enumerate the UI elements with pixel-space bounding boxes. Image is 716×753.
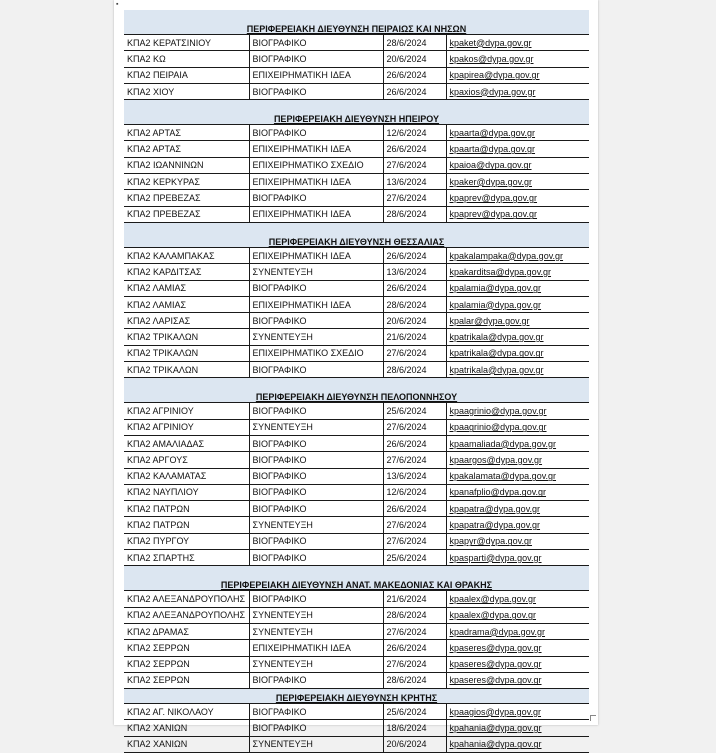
office-cell: ΚΠΑ2 ΑΓ. ΝΙΚΟΛΑΟΥ — [124, 704, 249, 720]
email-cell[interactable]: kpapatra@dypa.gov.gr — [446, 501, 589, 517]
table-row — [124, 67, 589, 83]
activity-cell: ΣΥΝΕΝΤΕΥΞΗ — [249, 517, 383, 533]
office-cell: ΚΠΑ2 ΚΑΛΑΜΠΑΚΑΣ — [124, 247, 249, 263]
date-cell: 27/6/2024 — [383, 157, 446, 173]
date-cell: 12/6/2024 — [383, 125, 446, 141]
office-cell: ΚΠΑ2 ΑΓΡΙΝΙΟΥ — [124, 403, 249, 419]
email-cell[interactable]: kpaarta@dypa.gov.gr — [446, 125, 589, 141]
activity-cell: ΒΙΟΓΡΑΦΙΚΟ — [249, 35, 383, 51]
table-row — [124, 141, 589, 157]
email-cell[interactable]: kpanafplio@dypa.gov.gr — [446, 484, 589, 500]
office-cell: ΚΠΑ2 ΝΑΥΠΛΙΟΥ — [124, 484, 249, 500]
date-cell: 27/6/2024 — [383, 517, 446, 533]
email-cell[interactable]: kpaioa@dypa.gov.gr — [446, 157, 589, 173]
date-cell: 28/6/2024 — [383, 672, 446, 688]
email-cell[interactable]: kpakalampaka@dypa.gov.gr — [446, 247, 589, 263]
date-cell: 26/6/2024 — [383, 435, 446, 451]
table-row — [124, 329, 589, 345]
table-row — [124, 640, 589, 656]
office-cell: ΚΠΑ2 ΣΠΑΡΤΗΣ — [124, 550, 249, 566]
email-cell[interactable]: kpaamaliada@dypa.gov.gr — [446, 435, 589, 451]
office-cell: ΚΠΑ2 ΑΛΕΞΑΝΔΡΟΥΠΟΛΗΣ — [124, 607, 249, 623]
table-row — [124, 403, 589, 419]
date-cell: 27/6/2024 — [383, 656, 446, 672]
activity-cell: ΒΙΟΓΡΑΦΙΚΟ — [249, 501, 383, 517]
section-header-row — [124, 689, 589, 704]
activity-cell: ΒΙΟΓΡΑΦΙΚΟ — [249, 280, 383, 296]
activity-cell: ΕΠΙΧΕΙΡΗΜΑΤΙΚΗ ΙΔΕΑ — [249, 206, 383, 222]
email-cell[interactable]: kpaxios@dypa.gov.gr — [446, 83, 589, 99]
activity-cell: ΒΙΟΓΡΑΦΙΚΟ — [249, 435, 383, 451]
table-row — [124, 591, 589, 607]
email-cell[interactable]: kpakarditsa@dypa.gov.gr — [446, 264, 589, 280]
table-row — [124, 704, 589, 720]
date-cell: 25/6/2024 — [383, 704, 446, 720]
table-row — [124, 720, 589, 736]
section-header-row — [124, 10, 589, 35]
date-cell: 28/6/2024 — [383, 296, 446, 312]
section-header-row — [124, 100, 589, 125]
date-cell: 28/6/2024 — [383, 206, 446, 222]
email-cell[interactable]: kpaseres@dypa.gov.gr — [446, 656, 589, 672]
office-cell: ΚΠΑ2 ΑΡΤΑΣ — [124, 125, 249, 141]
table-row — [124, 190, 589, 206]
table-row — [124, 174, 589, 190]
activity-cell: ΕΠΙΧΕΙΡΗΜΑΤΙΚΗ ΙΔΕΑ — [249, 67, 383, 83]
email-cell[interactable]: kpapyr@dypa.gov.gr — [446, 533, 589, 549]
section-title: ΠΕΡΙΦΕΡΕΙΑΚΗ ΔΙΕΥΘΥΝΣΗ ΗΠΕΙΡΟΥ — [124, 100, 589, 125]
email-cell[interactable]: kpalar@dypa.gov.gr — [446, 313, 589, 329]
email-cell[interactable]: kpatrikala@dypa.gov.gr — [446, 329, 589, 345]
table-row — [124, 247, 589, 263]
email-cell[interactable]: kpaket@dypa.gov.gr — [446, 35, 589, 51]
date-cell: 28/6/2024 — [383, 607, 446, 623]
email-cell[interactable]: kpapatra@dypa.gov.gr — [446, 517, 589, 533]
date-cell: 26/6/2024 — [383, 501, 446, 517]
date-cell: 26/6/2024 — [383, 280, 446, 296]
email-cell[interactable]: kpaseres@dypa.gov.gr — [446, 672, 589, 688]
date-cell: 28/6/2024 — [383, 35, 446, 51]
office-cell: ΚΠΑ2 ΤΡΙΚΑΛΩΝ — [124, 362, 249, 378]
section-header-row — [124, 566, 589, 591]
table-row — [124, 296, 589, 312]
email-cell[interactable]: kpaalex@dypa.gov.gr — [446, 607, 589, 623]
date-cell: 26/6/2024 — [383, 247, 446, 263]
activity-cell: ΒΙΟΓΡΑΦΙΚΟ — [249, 672, 383, 688]
email-cell[interactable]: kpasparti@dypa.gov.gr — [446, 550, 589, 566]
activity-cell: ΒΙΟΓΡΑΦΙΚΟ — [249, 533, 383, 549]
table-row — [124, 550, 589, 566]
date-cell: 20/6/2024 — [383, 736, 446, 752]
office-cell: ΚΠΑ2 ΑΓΡΙΝΙΟΥ — [124, 419, 249, 435]
date-cell: 13/6/2024 — [383, 264, 446, 280]
date-cell: 27/6/2024 — [383, 190, 446, 206]
date-cell: 25/6/2024 — [383, 403, 446, 419]
date-cell: 26/6/2024 — [383, 141, 446, 157]
activity-cell: ΒΙΟΓΡΑΦΙΚΟ — [249, 550, 383, 566]
email-cell[interactable]: kpakalamata@dypa.gov.gr — [446, 468, 589, 484]
activity-cell: ΣΥΝΕΝΤΕΥΞΗ — [249, 264, 383, 280]
section-title: ΠΕΡΙΦΕΡΕΙΑΚΗ ΔΙΕΥΘΥΝΣΗ ΑΝΑΤ. ΜΑΚΕΔΟΝΙΑΣ ΚΑΙ ΘΡΑΚΗΣ — [124, 566, 589, 591]
table-row — [124, 533, 589, 549]
office-cell: ΚΠΑ2 ΤΡΙΚΑΛΩΝ — [124, 329, 249, 345]
date-cell: 21/6/2024 — [383, 329, 446, 345]
activity-cell: ΕΠΙΧΕΙΡΗΜΑΤΙΚΗ ΙΔΕΑ — [249, 141, 383, 157]
date-cell: 27/6/2024 — [383, 533, 446, 549]
activity-cell: ΒΙΟΓΡΑΦΙΚΟ — [249, 51, 383, 67]
table-row — [124, 419, 589, 435]
office-cell: ΚΠΑ2 ΠΑΤΡΩΝ — [124, 501, 249, 517]
table-row — [124, 206, 589, 222]
table-row — [124, 83, 589, 99]
date-cell: 27/6/2024 — [383, 419, 446, 435]
activity-cell: ΕΠΙΧΕΙΡΗΜΑΤΙΚΟ ΣΧΕΔΙΟ — [249, 157, 383, 173]
table-row — [124, 362, 589, 378]
table-row — [124, 501, 589, 517]
email-cell[interactable]: kpaprev@dypa.gov.gr — [446, 190, 589, 206]
activity-cell: ΒΙΟΓΡΑΦΙΚΟ — [249, 704, 383, 720]
office-cell: ΚΠΑ2 ΛΑΜΙΑΣ — [124, 296, 249, 312]
table-row — [124, 264, 589, 280]
office-cell: ΚΠΑ2 ΛΑΡΙΣΑΣ — [124, 313, 249, 329]
activity-cell: ΒΙΟΓΡΑΦΙΚΟ — [249, 720, 383, 736]
office-cell: ΚΠΑ2 ΚΕΡΑΤΣΙΝΙΟΥ — [124, 35, 249, 51]
office-cell: ΚΠΑ2 ΣΕΡΡΩΝ — [124, 640, 249, 656]
date-cell: 25/6/2024 — [383, 550, 446, 566]
date-cell: 27/6/2024 — [383, 623, 446, 639]
office-cell: ΚΠΑ2 ΚΩ — [124, 51, 249, 67]
office-cell: ΚΠΑ2 ΛΑΜΙΑΣ — [124, 280, 249, 296]
table-row — [124, 313, 589, 329]
email-cell[interactable]: kpaarta@dypa.gov.gr — [446, 141, 589, 157]
email-cell[interactable]: kpadrama@dypa.gov.gr — [446, 623, 589, 639]
table-row — [124, 452, 589, 468]
office-cell: ΚΠΑ2 ΑΡΓΟΥΣ — [124, 452, 249, 468]
table-row — [124, 345, 589, 361]
offices-table — [124, 10, 589, 753]
activity-cell: ΕΠΙΧΕΙΡΗΜΑΤΙΚΗ ΙΔΕΑ — [249, 640, 383, 656]
document-page — [114, 0, 598, 750]
activity-cell: ΣΥΝΕΝΤΕΥΞΗ — [249, 607, 383, 623]
activity-cell: ΒΙΟΓΡΑΦΙΚΟ — [249, 403, 383, 419]
activity-cell: ΕΠΙΧΕΙΡΗΜΑΤΙΚΗ ΙΔΕΑ — [249, 174, 383, 190]
activity-cell: ΣΥΝΕΝΤΕΥΞΗ — [249, 329, 383, 345]
activity-cell: ΒΙΟΓΡΑΦΙΚΟ — [249, 591, 383, 607]
office-cell: ΚΠΑ2 ΑΜΑΛΙΑΔΑΣ — [124, 435, 249, 451]
office-cell: ΚΠΑ2 ΠΑΤΡΩΝ — [124, 517, 249, 533]
office-cell: ΚΠΑ2 ΠΡΕΒΕΖΑΣ — [124, 206, 249, 222]
activity-cell: ΒΙΟΓΡΑΦΙΚΟ — [249, 484, 383, 500]
table-row — [124, 656, 589, 672]
section-title: ΠΕΡΙΦΕΡΕΙΑΚΗ ΔΙΕΥΘΥΝΣΗ ΠΕΛΟΠΟΝΝΗΣΟΥ — [124, 378, 589, 403]
email-cell[interactable]: kpahania@dypa.gov.gr — [446, 720, 589, 736]
activity-cell: ΒΙΟΓΡΑΦΙΚΟ — [249, 190, 383, 206]
email-cell[interactable]: kpaagrinio@dypa.gov.gr — [446, 419, 589, 435]
date-cell: 12/6/2024 — [383, 484, 446, 500]
email-cell[interactable]: kpaker@dypa.gov.gr — [446, 174, 589, 190]
date-cell: 18/6/2024 — [383, 720, 446, 736]
date-cell: 26/6/2024 — [383, 83, 446, 99]
email-cell[interactable]: kpaagrinio@dypa.gov.gr — [446, 403, 589, 419]
office-cell: ΚΠΑ2 ΑΛΕΞΑΝΔΡΟΥΠΟΛΗΣ — [124, 591, 249, 607]
page-corner-mark-bottom — [590, 715, 596, 721]
email-cell[interactable]: kpatrikala@dypa.gov.gr — [446, 345, 589, 361]
table-row — [124, 484, 589, 500]
office-cell: ΚΠΑ2 ΠΡΕΒΕΖΑΣ — [124, 190, 249, 206]
table-row — [124, 435, 589, 451]
activity-cell: ΣΥΝΕΝΤΕΥΞΗ — [249, 656, 383, 672]
page-corner-mark: ▪ — [116, 1, 119, 8]
email-cell[interactable]: kpahania@dypa.gov.gr — [446, 736, 589, 752]
table-row — [124, 672, 589, 688]
date-cell: 21/6/2024 — [383, 591, 446, 607]
email-cell[interactable]: kpaprev@dypa.gov.gr — [446, 206, 589, 222]
section-title: ΠΕΡΙΦΕΡΕΙΑΚΗ ΔΙΕΥΘΥΝΣΗ ΘΕΣΣΑΛΙΑΣ — [124, 222, 589, 247]
email-cell[interactable]: kpakos@dypa.gov.gr — [446, 51, 589, 67]
table-row — [124, 607, 589, 623]
activity-cell: ΒΙΟΓΡΑΦΙΚΟ — [249, 125, 383, 141]
date-cell: 27/6/2024 — [383, 452, 446, 468]
activity-cell: ΒΙΟΓΡΑΦΙΚΟ — [249, 313, 383, 329]
date-cell: 27/6/2024 — [383, 345, 446, 361]
section-title: ΠΕΡΙΦΕΡΕΙΑΚΗ ΔΙΕΥΘΥΝΣΗ ΠΕΙΡΑΙΩΣ ΚΑΙ ΝΗΣΩΝ — [124, 10, 589, 35]
date-cell: 13/6/2024 — [383, 468, 446, 484]
date-cell: 26/6/2024 — [383, 640, 446, 656]
table-row — [124, 157, 589, 173]
activity-cell: ΒΙΟΓΡΑΦΙΚΟ — [249, 452, 383, 468]
activity-cell: ΕΠΙΧΕΙΡΗΜΑΤΙΚΗ ΙΔΕΑ — [249, 247, 383, 263]
activity-cell: ΒΙΟΓΡΑΦΙΚΟ — [249, 468, 383, 484]
office-cell: ΚΠΑ2 ΧΑΝΙΩΝ — [124, 736, 249, 752]
office-cell: ΚΠΑ2 ΣΕΡΡΩΝ — [124, 656, 249, 672]
email-cell[interactable]: kpalamia@dypa.gov.gr — [446, 280, 589, 296]
table-row — [124, 517, 589, 533]
activity-cell: ΒΙΟΓΡΑΦΙΚΟ — [249, 83, 383, 99]
office-cell: ΚΠΑ2 ΙΩΑΝΝΙΝΩΝ — [124, 157, 249, 173]
office-cell: ΚΠΑ2 ΧΙΟΥ — [124, 83, 249, 99]
office-cell: ΚΠΑ2 ΔΡΑΜΑΣ — [124, 623, 249, 639]
activity-cell: ΣΥΝΕΝΤΕΥΞΗ — [249, 623, 383, 639]
office-cell: ΚΠΑ2 ΚΕΡΚΥΡΑΣ — [124, 174, 249, 190]
email-cell[interactable]: kpaseres@dypa.gov.gr — [446, 640, 589, 656]
office-cell: ΚΠΑ2 ΑΡΤΑΣ — [124, 141, 249, 157]
table-row — [124, 125, 589, 141]
email-cell[interactable]: kpaalex@dypa.gov.gr — [446, 591, 589, 607]
office-cell: ΚΠΑ2 ΚΑΡΔΙΤΣΑΣ — [124, 264, 249, 280]
email-cell[interactable]: kpatrikala@dypa.gov.gr — [446, 362, 589, 378]
email-cell[interactable]: kpaagios@dypa.gov.gr — [446, 704, 589, 720]
table-row — [124, 623, 589, 639]
office-cell: ΚΠΑ2 ΠΥΡΓΟΥ — [124, 533, 249, 549]
date-cell: 20/6/2024 — [383, 51, 446, 67]
activity-cell: ΣΥΝΕΝΤΕΥΞΗ — [249, 419, 383, 435]
activity-cell: ΕΠΙΧΕΙΡΗΜΑΤΙΚΟ ΣΧΕΔΙΟ — [249, 345, 383, 361]
date-cell: 20/6/2024 — [383, 313, 446, 329]
table-row — [124, 35, 589, 51]
table-row — [124, 280, 589, 296]
office-cell: ΚΠΑ2 ΤΡΙΚΑΛΩΝ — [124, 345, 249, 361]
activity-cell: ΣΥΝΕΝΤΕΥΞΗ — [249, 736, 383, 752]
section-header-row — [124, 222, 589, 247]
email-cell[interactable]: kpaargos@dypa.gov.gr — [446, 452, 589, 468]
table-row — [124, 51, 589, 67]
email-cell[interactable]: kpapirea@dypa.gov.gr — [446, 67, 589, 83]
date-cell: 28/6/2024 — [383, 362, 446, 378]
activity-cell: ΒΙΟΓΡΑΦΙΚΟ — [249, 362, 383, 378]
email-cell[interactable]: kpalamia@dypa.gov.gr — [446, 296, 589, 312]
section-title: ΠΕΡΙΦΕΡΕΙΑΚΗ ΔΙΕΥΘΥΝΣΗ ΚΡΗΤΗΣ — [124, 689, 589, 704]
office-cell: ΚΠΑ2 ΧΑΝΙΩΝ — [124, 720, 249, 736]
date-cell: 13/6/2024 — [383, 174, 446, 190]
table-row — [124, 468, 589, 484]
office-cell: ΚΠΑ2 ΚΑΛΑΜΑΤΑΣ — [124, 468, 249, 484]
office-cell: ΚΠΑ2 ΠΕΙΡΑΙΑ — [124, 67, 249, 83]
section-header-row — [124, 378, 589, 403]
date-cell: 26/6/2024 — [383, 67, 446, 83]
activity-cell: ΕΠΙΧΕΙΡΗΜΑΤΙΚΗ ΙΔΕΑ — [249, 296, 383, 312]
office-cell: ΚΠΑ2 ΣΕΡΡΩΝ — [124, 672, 249, 688]
